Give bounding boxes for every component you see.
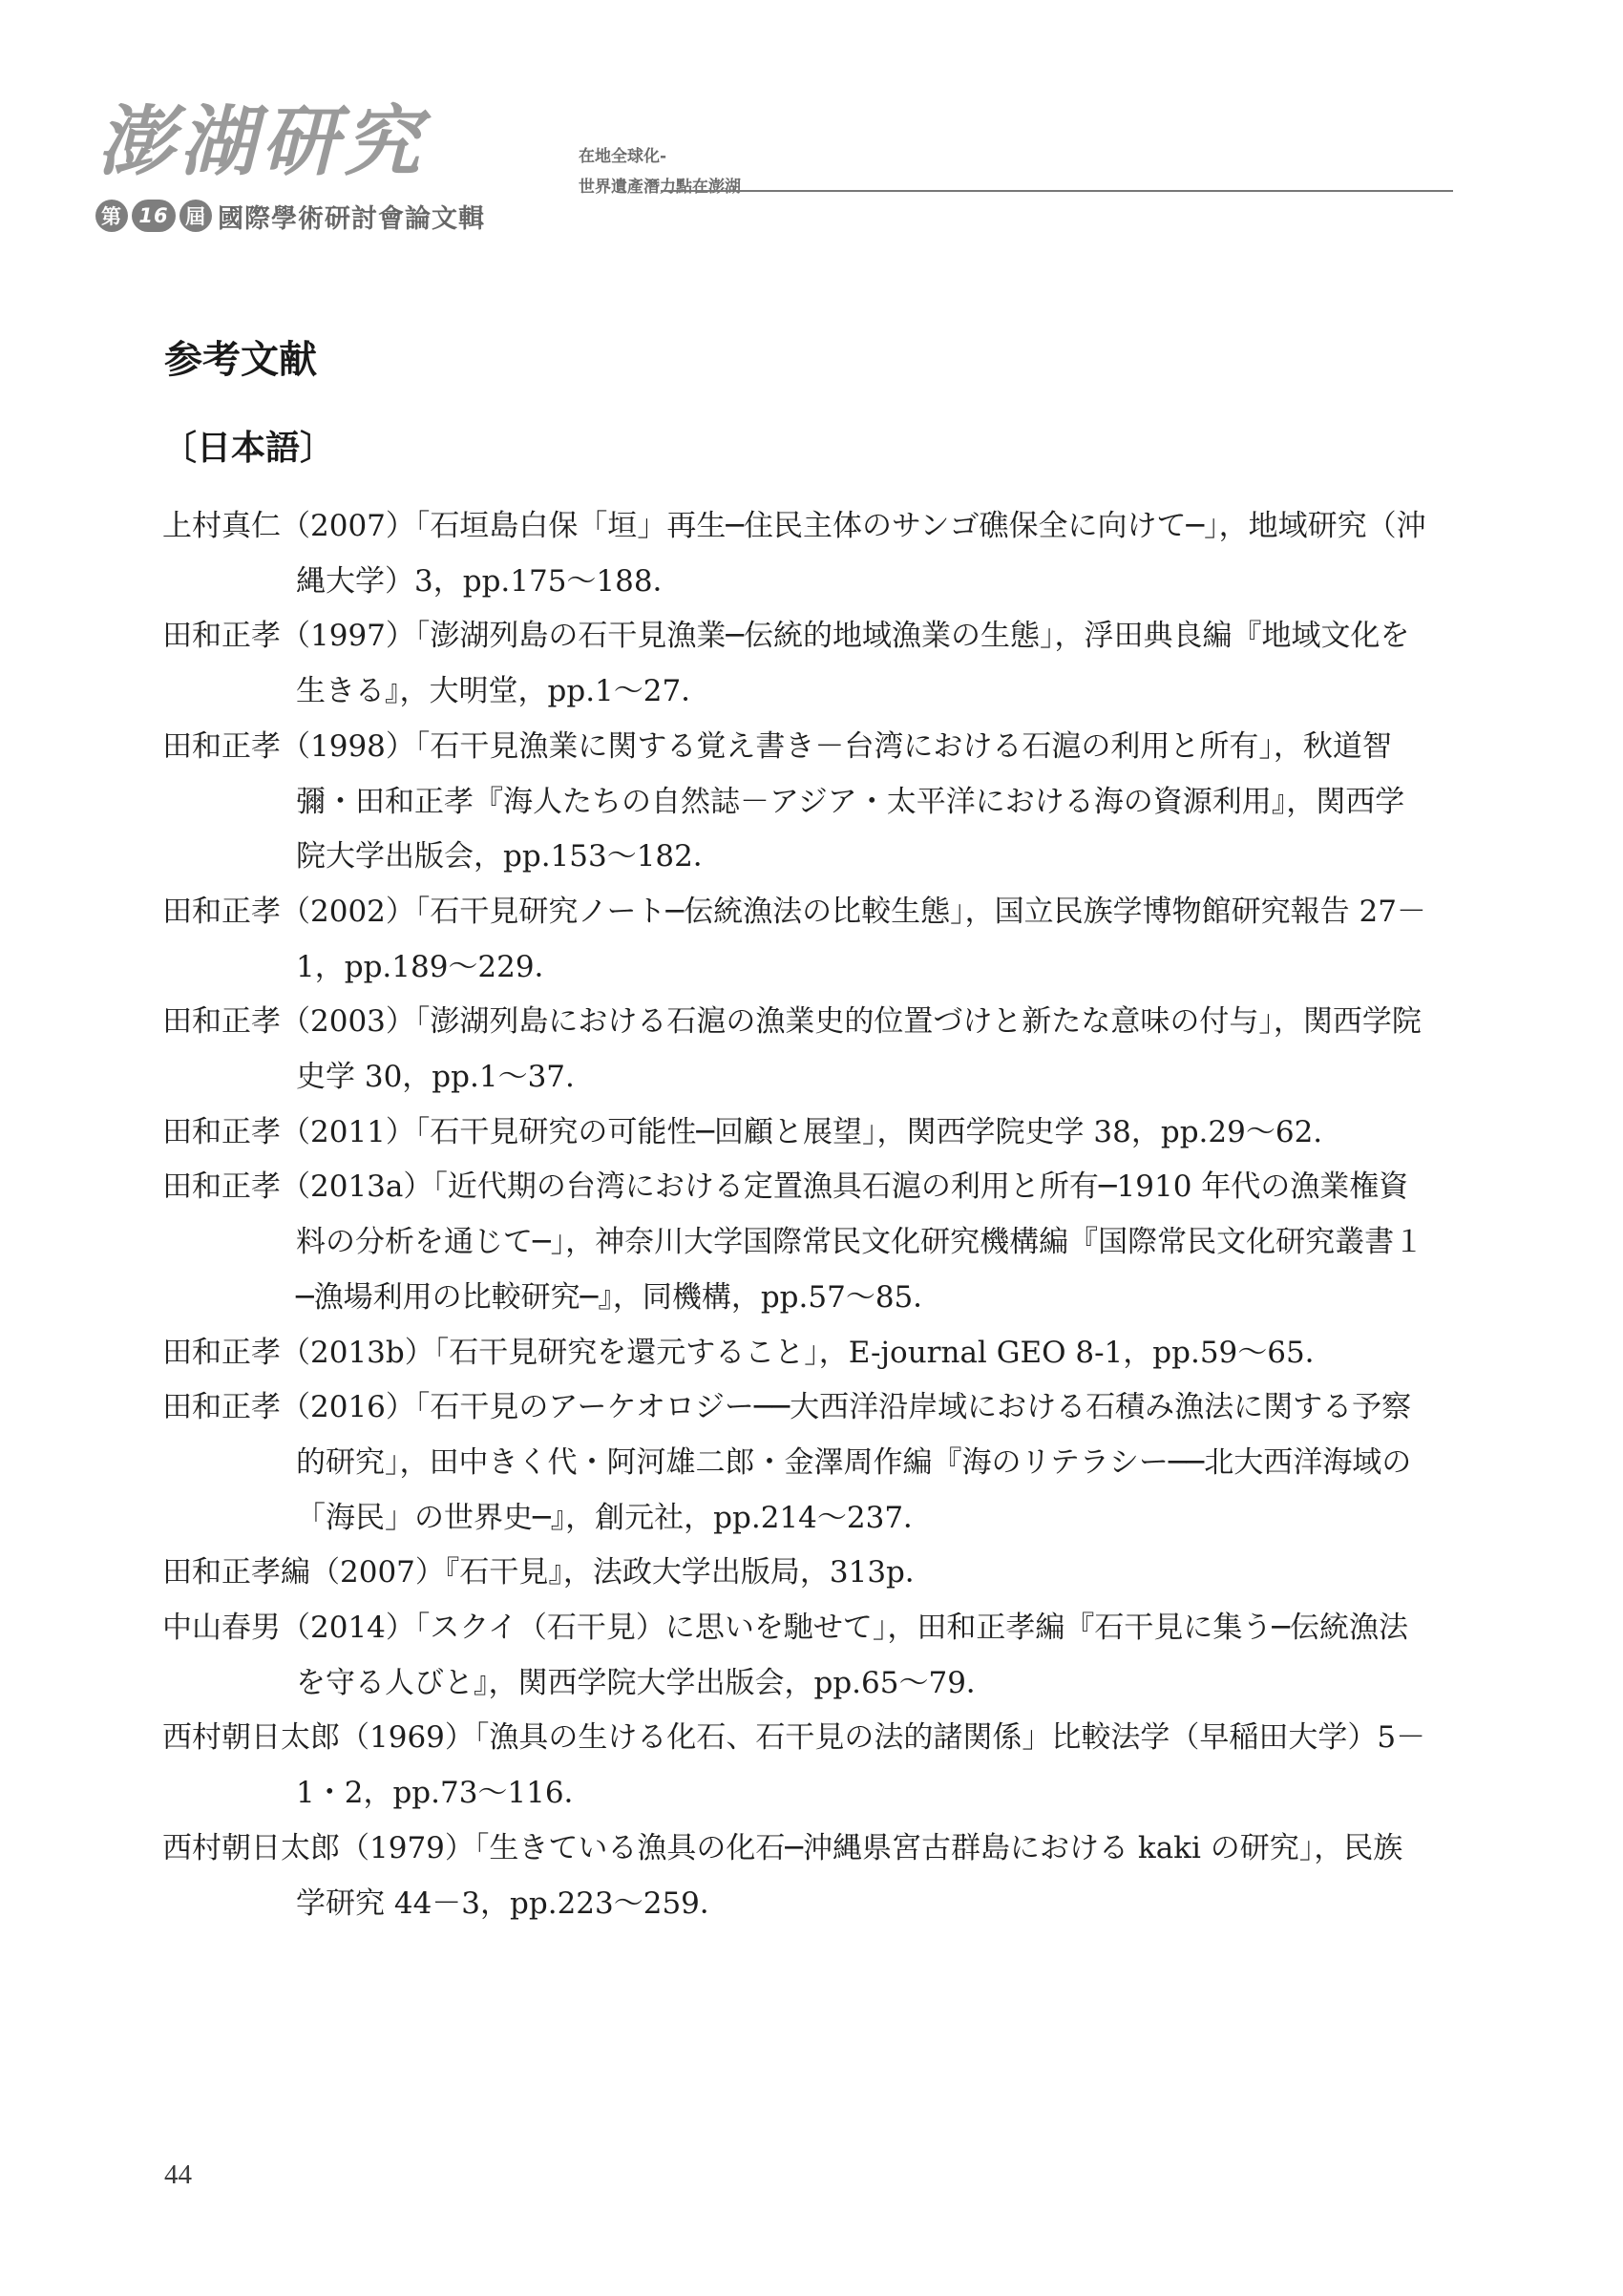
reference-entry: 中山春男（2014）「スクイ（石干見）に思いを馳せて」，田和正孝編『石干見に集う─伝統漁法を守る人びと』，関西学院大学出版会，pp.65～79． [162,1611,1409,1700]
reference-entry: 田和正孝（2013a）「近代期の台湾における定置漁具石滬の利用と所有─1910 年代の漁業権資料の分析を通じて─」，神奈川大学国際常民文化研究機構編『国際常民文化研究叢書１─漁場利用の比較研究─』，同機構，pp.57～85． [162,1169,1424,1315]
reference-entry: 田和正孝（1998）「石干見漁業に関する覚え書き－台湾における石滬の利用と所有」，秋道智彌・田和正孝『海人たちの自然誌－アジア・太平洋における海の資源利用』，関西学院大学出版会，pp.153～182． [162,728,1405,874]
edition-number: 16 [132,200,176,232]
edition-text: 國際學術研討會論文輯 [218,203,485,234]
reference-entry: 田和正孝（2002）「石干見研究ノート─伝統漁法の比較生態」，国立民族学博物館研究報告 27－1，pp.189～229． [162,894,1426,984]
reference-entry: 田和正孝編（2007）『石干見』，法政大学出版局，313p． [162,1555,935,1590]
subsection-title: 〔日本語〕 [162,429,335,468]
reference-list [162,499,1432,1931]
header-divider [661,190,1453,192]
conference-theme [579,141,741,202]
edition-label [94,197,485,235]
edition-suffix: 屆 [179,200,212,232]
reference-entry: 田和正孝（2003）「澎湖列島における石滬の漁業史的位置づけと新たな意味の付与」，関西学院史学 30，pp.1～37. [162,1004,1422,1095]
reference-entry: 田和正孝（2013b）「石干見研究を還元すること」，E-journal GEO 8-1，pp.59～65． [162,1335,1335,1370]
reference-entry: 上村真仁（2007）「石垣島白保「垣」再生─住民主体のサンゴ礁保全に向けて─」，地域研究（沖縄大学）3，pp.175～188． [162,509,1426,599]
reference-entry: 田和正孝（1997）「澎湖列島の石干見漁業─伝統的地域漁業の生態」，浮田典良編『地域文化を生きる』，大明堂，pp.1～27． [162,619,1410,709]
conference-theme-line2: 世界遺產潛力點在澎湖 [579,178,741,197]
reference-entry: 西村朝日太郎（1979）「生きている漁具の化石─沖縄県宮古群島における kaki の研究」，民族学研究 44－3，pp.223～259． [162,1830,1403,1921]
reference-entry: 田和正孝（2011）「石干見研究の可能性─回顧と展望」，関西学院史学 38，pp.29～62. [162,1114,1323,1149]
section-title: 参考文献 [164,338,317,382]
edition-prefix: 第 [95,200,128,232]
page-number: 44 [164,2159,192,2190]
journal-logo-title: 澎湖研究 [97,96,426,186]
reference-entry: 田和正孝（2016）「石干見のアーケオロジー──大西洋沿岸域における石積み漁法に関する予察的研究」，田中きく代・阿河雄二郎・金澤周作編『海のリテラシー──北大西洋海域の「海民」の世界史─』，創元社，pp.214～237． [162,1390,1412,1535]
reference-entry: 西村朝日太郎（1969）「漁具の生ける化石、石干見の法的諸関係」比較法学（早稲田大学）5－1・2，pp.73～116． [162,1720,1426,1811]
conference-theme-line1: 在地全球化- [579,147,667,166]
